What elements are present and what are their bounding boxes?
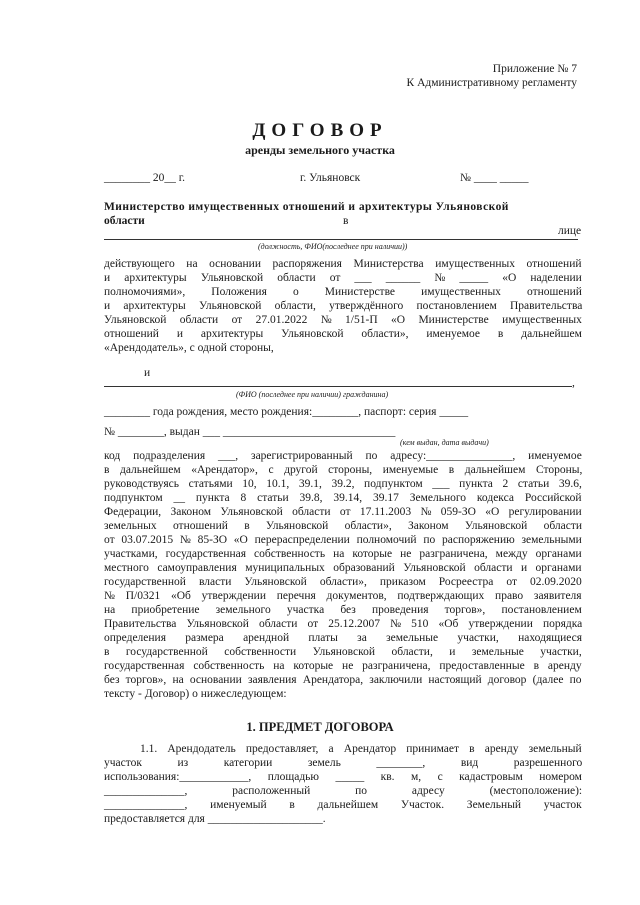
ministry-line-1: [104, 200, 584, 214]
basis-line: отношений и архитектуры Ульяновской области», именуемое в дальнейшем: [104, 328, 582, 340]
section-line: ______________, именуемый в дальнейшем Участок. Земельный участок: [104, 799, 582, 811]
comma: ,: [572, 377, 575, 389]
main-line: без торгов», на основании заявления Арендатора, заключили настоящий договор (далее по: [104, 674, 582, 686]
section-line: 1.1. Арендодатель предоставляет, а Арендатор принимает в аренду земельный: [140, 743, 582, 755]
basis-line: «Арендодатель», с одной стороны,: [104, 342, 274, 354]
section-line: предоставляется для ____________________.: [104, 813, 326, 825]
basis-line: полномочиями», Положения о Министерстве имущественных отношений: [104, 286, 582, 298]
contract-date: ________ 20__ г.: [104, 172, 186, 184]
ministry-name-line: Министерство имущественных отношений и архитектуры Ульяновской: [104, 201, 509, 213]
main-line: на приобретение земельного участка без проведения торгов», постановлением: [104, 604, 582, 616]
document-subtitle: аренды земельного участка: [245, 143, 395, 157]
main-line: в государственной собственности Ульяновской области, и земельные участки,: [104, 646, 582, 658]
appendix-line-2: К Административному регламенту: [406, 77, 577, 89]
citizen-blank-line: [104, 386, 572, 387]
section-line: участок из категории земель ________, вид разрешенного: [104, 757, 583, 769]
basis-line: и архитектуры Ульяновской области от ___ ______ № _____ «О наделении: [104, 272, 582, 284]
main-line: определения размера арендной платы за земельные участки, находящиеся: [104, 632, 583, 644]
appendix-line-1: Приложение № 7: [492, 63, 577, 75]
ministry-region-word: области: [104, 215, 145, 227]
main-line: код подразделения ___, зарегистрированный по адресу:_______________, именуемое: [104, 450, 582, 462]
main-line: государственной власти Ульяновской области», приказом Росреестра от 02.09.2020: [104, 576, 582, 588]
basis-paragraph: [104, 257, 582, 355]
main-line: тексту - Договор) о нижеследующем:: [104, 688, 287, 700]
main-line: от 03.07.2015 № 85-ЗО «О перераспределении полномочий по распоряжению земельными: [104, 534, 582, 546]
caption-position: (должность, ФИО(последнее при наличии)): [258, 242, 408, 251]
birth-line: ________ года рождения, место рождения:________, паспорт: серия _____: [104, 406, 469, 418]
issued-line: № ________, выдан ___ ______________________________: [104, 426, 396, 438]
and-word: и: [144, 367, 151, 379]
section-1-paragraph: [104, 742, 582, 826]
section-line: ______________, расположенный по адресу (местоположение):: [104, 785, 583, 797]
main-line: Федерации, Законом Ульяновской области от 17.11.2003 № 059-ЗО «О регулировании: [104, 506, 582, 518]
main-paragraph: [104, 449, 582, 701]
document-title: ДОГОВОР: [252, 120, 388, 141]
main-line: местного самоуправления муниципальных образований Ульяновской области и органами: [104, 562, 582, 574]
basis-line: действующего на основании распоряжения Министерства имущественных отношений: [104, 258, 582, 270]
ministry-in-word: в: [343, 215, 349, 227]
main-line: в дальнейшем «Арендатор», с другой стороны, именуемые в дальнейшем Стороны,: [104, 464, 583, 476]
section-line: использования:____________, площадью _____ кв. м, с кадастровым номером: [104, 771, 582, 783]
main-line: руководствуясь статьями 10, 10.1, 39.1, 39.2, подпунктом ___ пункта 2 статьи 39.6,: [104, 478, 582, 490]
main-line: Правительства Ульяновской области от 25.12.2007 № 510 «Об утверждении порядка: [104, 618, 583, 630]
position-blank-line: [104, 239, 578, 240]
main-line: № П/0321 «Об утверждении перечня документов, подтверждающих право заявителя: [104, 590, 582, 602]
contract-city: г. Ульяновск: [300, 172, 361, 184]
main-line: земельных отношений в Ульяновской области», Законом Ульяновской области: [104, 520, 583, 532]
main-line: государственная собственность на которые не разграничена, предоставленные в аренду: [104, 660, 582, 672]
caption-citizen: (ФИО (последнее при наличии) гражданина): [236, 390, 389, 399]
contract-number: № ____ _____: [460, 172, 529, 184]
section-1-heading: 1. ПРЕДМЕТ ДОГОВОРА: [246, 720, 394, 734]
main-line: подпунктом __ пункта 8 статьи 39.8, 39.14, 39.17 Земельного кодекса Российской: [104, 492, 582, 504]
ministry-person-word: лице: [558, 225, 582, 237]
basis-line: Ульяновской области от 27.01.2022 № 1/51-П «О Министерстве имущественных: [104, 314, 582, 326]
basis-line: и архитектуры Ульяновской области, утверждённого постановлением Правительства: [104, 300, 583, 312]
main-line: участками, государственная собственность на которые не разграничена, между органами: [104, 548, 582, 560]
caption-issued: (кем выдан, дата выдачи): [400, 438, 489, 447]
